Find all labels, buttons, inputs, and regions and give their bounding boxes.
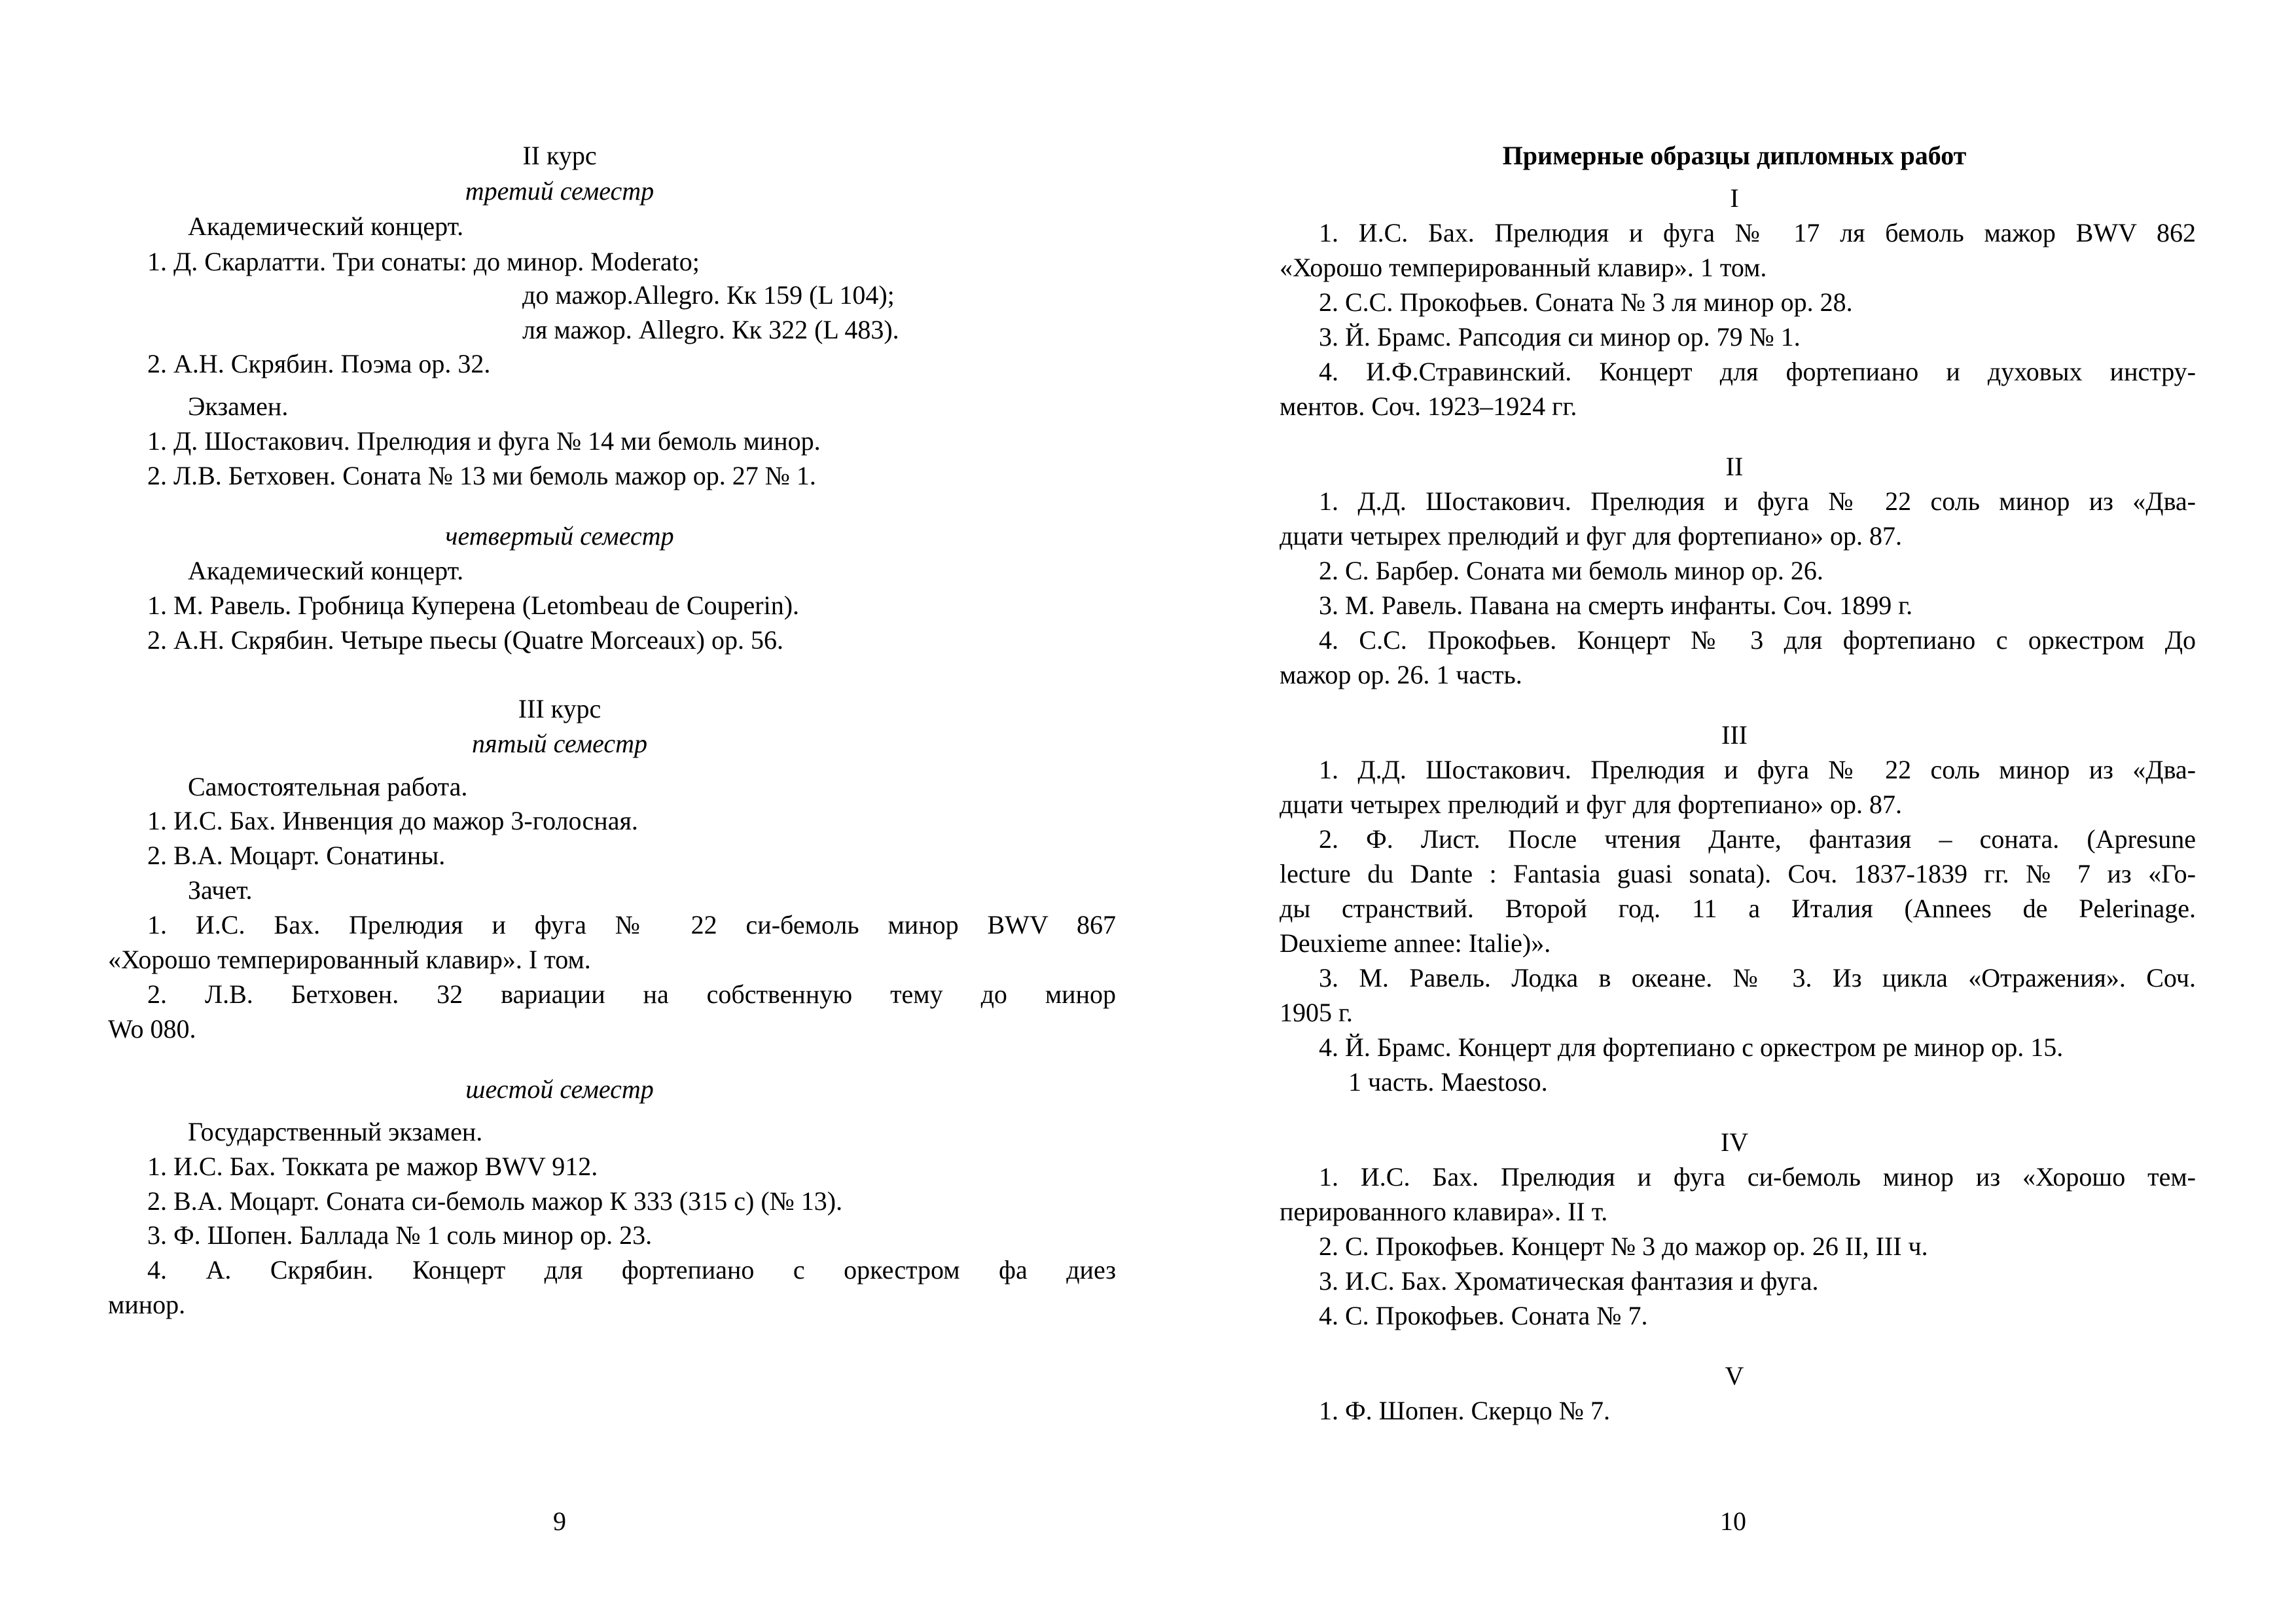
list-item: 1. И.С. Бах. Прелюдия и фуга № 22 си-бемоль минор BWV 867 <box>147 910 1116 939</box>
page-number: 10 <box>1720 1506 1746 1536</box>
list-item-continuation: перированного клавира». II т. <box>1280 1197 1608 1226</box>
list-item: 1. И.С. Бах. Прелюдия и фуга № 17 ля бемоль мажор BWV 862 <box>1319 218 2196 247</box>
list-item: 1. Д. Скарлатти. Три сонаты: до минор. Moderato; <box>147 247 700 276</box>
list-item-continuation: ля мажор. Allegro. Кк 322 (L 483). <box>522 315 899 344</box>
section-label: Зачет. <box>188 875 253 905</box>
list-item-continuation: lecture du Dante : Fantasia guasi sonata). Соч. 1837-1839 гг. № 7 из «Го- <box>1280 859 2196 888</box>
list-item: 4. С.С. Прокофьев. Концерт № 3 для фортепиано с оркестром До <box>1319 625 2196 655</box>
list-item: 1. Д.Д. Шостакович. Прелюдия и фуга № 22 соль минор из «Два- <box>1319 755 2196 784</box>
list-item: 4. С. Прокофьев. Соната № 7. <box>1319 1301 1648 1330</box>
roman-heading: I <box>1730 183 1739 213</box>
list-item: 3. И.С. Бах. Хроматическая фантазия и фуга. <box>1319 1266 1819 1296</box>
list-item: 2. Л.В. Бетховен. 32 вариации на собственную тему до минор <box>147 979 1116 1009</box>
list-item: 2. С. Барбер. Соната ми бемоль минор ор. 26. <box>1319 556 1823 585</box>
list-item: 2. С.С. Прокофьев. Соната № 3 ля минор ор. 28. <box>1319 287 1853 317</box>
list-item-continuation: дцати четырех прелюдий и фуг для фортепиано» ор. 87. <box>1280 521 1902 551</box>
list-item: 1. И.С. Бах. Прелюдия и фуга си-бемоль минор из «Хорошо тем- <box>1319 1162 2196 1192</box>
list-item: 2. С. Прокофьев. Концерт № 3 до мажор ор. 26 II, III ч. <box>1319 1231 1928 1261</box>
list-item: 4. И.Ф.Стравинский. Концерт для фортепиано и духовых инстру- <box>1319 357 2196 386</box>
list-item: 2. А.Н. Скрябин. Поэма ор. 32. <box>147 349 491 378</box>
list-item-continuation: дцати четырех прелюдий и фуг для фортепиано» ор. 87. <box>1280 790 1902 819</box>
section-label: Самостоятельная работа. <box>188 772 468 801</box>
list-item-continuation: ды странствий. Второй год. 11 а Италия (Annees de Pelerinage. <box>1280 894 2196 923</box>
list-item: 2. Л.В. Бетховен. Соната № 13 ми бемоль мажор ор. 27 № 1. <box>147 461 816 490</box>
section-label: Государственный экзамен. <box>188 1117 483 1146</box>
course-heading: II курс <box>522 141 597 170</box>
list-item: 2. В.А. Моцарт. Соната си-бемоль мажор К 333 (315 с) (№ 13). <box>147 1186 843 1216</box>
list-item-continuation: минор. <box>108 1290 186 1319</box>
list-item-continuation: «Хорошо темперированный клавир». 1 том. <box>1280 253 1767 282</box>
list-item: 2. Ф. Лист. После чтения Данте, фантазия – соната. (Apresune <box>1319 824 2196 854</box>
semester-heading: шестой семестр <box>465 1074 654 1104</box>
list-item: 1. Д. Шостакович. Прелюдия и фуга № 14 ми бемоль минор. <box>147 426 821 456</box>
list-item-continuation: до мажор.Allegro. Кк 159 (L 104); <box>522 280 895 310</box>
list-item: 1. М. Равель. Гробница Куперена (Letombeau de Couperin). <box>147 591 800 620</box>
list-item: 4. А. Скрябин. Концерт для фортепиано с оркестром фа диез <box>147 1255 1116 1285</box>
semester-heading: третий семестр <box>465 176 655 206</box>
list-item: 3. М. Равель. Павана на смерть инфанты. Соч. 1899 г. <box>1319 591 1913 620</box>
list-item: 3. М. Равель. Лодка в океане. № 3. Из цикла «Отражения». Соч. <box>1319 963 2196 993</box>
list-item: 2. А.Н. Скрябин. Четыре пьесы (Quatre Morceaux) ор. 56. <box>147 625 783 655</box>
list-item: 1. Ф. Шопен. Скерцо № 7. <box>1319 1396 1610 1425</box>
list-item: 3. Й. Брамс. Рапсодия си минор ор. 79 № 1. <box>1319 322 1801 352</box>
list-item: 4. Й. Брамс. Концерт для фортепиано с оркестром ре минор ор. 15. <box>1319 1032 2064 1062</box>
section-label: Академический концерт. <box>188 556 464 585</box>
roman-heading: IV <box>1720 1127 1749 1157</box>
list-item: 2. В.А. Моцарт. Сонатины. <box>147 841 446 870</box>
list-item-continuation: Wo 080. <box>108 1014 196 1044</box>
list-item: 1. И.С. Бах. Инвенция до мажор 3-голосная. <box>147 806 638 835</box>
list-item-continuation: 1 часть. Maestoso. <box>1348 1067 1548 1097</box>
list-item-continuation: ментов. Соч. 1923–1924 гг. <box>1280 392 1577 421</box>
roman-heading: V <box>1725 1361 1744 1391</box>
semester-heading: пятый семестр <box>472 729 647 758</box>
list-item: 3. Ф. Шопен. Баллада № 1 соль минор ор. 23. <box>147 1220 653 1250</box>
list-item-continuation: мажор ор. 26. 1 часть. <box>1280 660 1522 689</box>
section-label: Экзамен. <box>188 392 289 421</box>
page-number: 9 <box>553 1506 566 1536</box>
roman-heading: II <box>1725 452 1744 481</box>
semester-heading: четвертый семестр <box>445 521 674 551</box>
list-item: 1. И.С. Бах. Токката ре мажор BWV 912. <box>147 1152 598 1181</box>
page-title: Примерные образцы дипломных работ <box>1502 141 1967 170</box>
list-item-continuation: «Хорошо темперированный клавир». I том. <box>108 945 591 974</box>
roman-heading: III <box>1721 720 1748 750</box>
list-item-continuation: Deuxieme annee: Italie)». <box>1280 928 1551 958</box>
list-item: 1. Д.Д. Шостакович. Прелюдия и фуга № 22 соль минор из «Два- <box>1319 486 2196 516</box>
list-item-continuation: 1905 г. <box>1280 998 1353 1027</box>
section-label: Академический концерт. <box>188 211 464 241</box>
course-heading: III курс <box>518 694 601 723</box>
